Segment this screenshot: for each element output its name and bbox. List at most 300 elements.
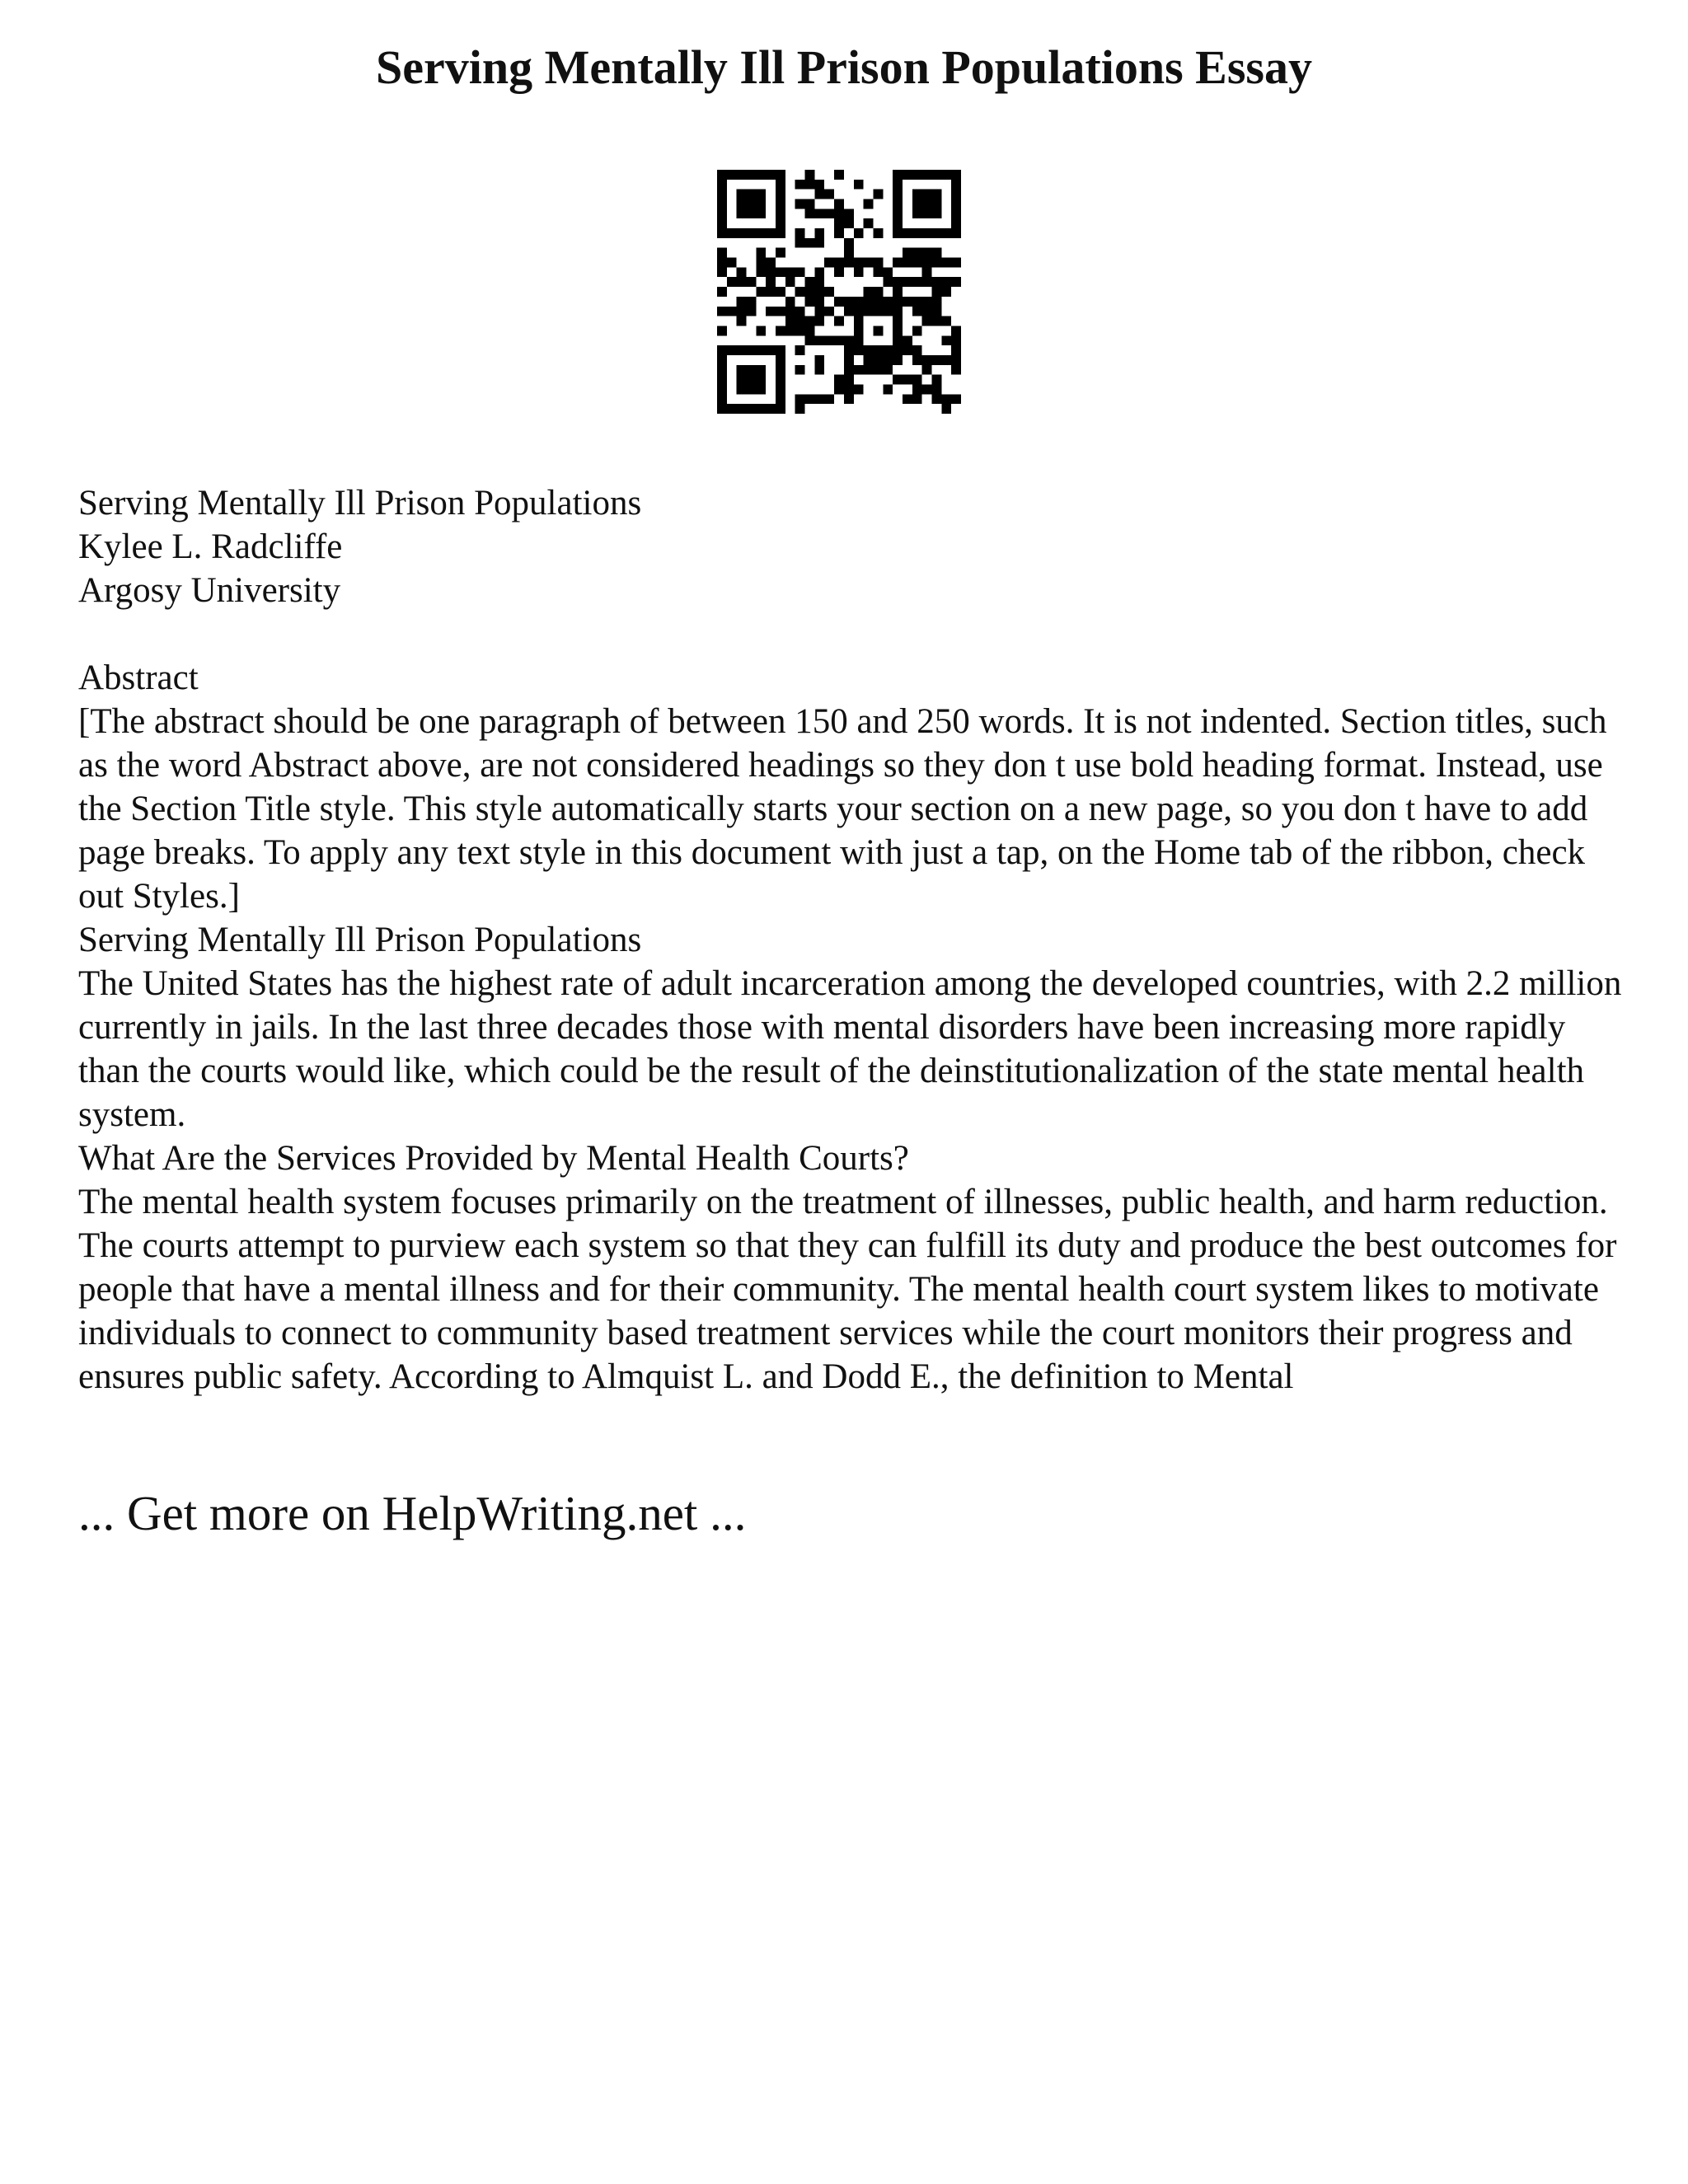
qr-module	[873, 258, 883, 268]
qr-module	[814, 307, 824, 316]
qr-module	[814, 394, 824, 404]
qr-module	[864, 365, 874, 375]
qr-module	[766, 277, 776, 287]
qr-module	[737, 277, 747, 287]
qr-module	[844, 238, 854, 248]
qr-module	[756, 365, 766, 375]
qr-module	[864, 218, 874, 228]
qr-module	[805, 170, 815, 180]
qr-module	[893, 199, 903, 209]
qr-module	[854, 345, 864, 355]
qr-module	[824, 209, 834, 218]
qr-module	[737, 307, 747, 316]
qr-module	[785, 277, 795, 287]
qr-module	[922, 190, 932, 199]
qr-module	[814, 365, 824, 375]
qr-module	[844, 335, 854, 345]
qr-module	[854, 316, 864, 326]
qr-module	[903, 345, 912, 355]
qr-module	[776, 384, 785, 394]
qr-code-graphic	[717, 170, 961, 414]
subsection-heading: What Are the Services Provided by Mental Health Courts?	[78, 1139, 909, 1178]
qr-module	[795, 287, 805, 297]
qr-module	[873, 228, 883, 238]
qr-module	[747, 209, 757, 218]
qr-module	[814, 277, 824, 287]
qr-module	[834, 335, 844, 345]
qr-module	[785, 316, 795, 326]
qr-module	[776, 180, 785, 190]
qr-module	[941, 228, 951, 238]
qr-module	[951, 218, 961, 228]
qr-module	[717, 180, 727, 190]
qr-module	[776, 218, 785, 228]
qr-module	[737, 375, 747, 385]
qr-module	[893, 258, 903, 268]
qr-module	[795, 307, 805, 316]
qr-module	[864, 199, 874, 209]
qr-module	[903, 228, 912, 238]
qr-module	[912, 307, 922, 316]
qr-module	[893, 345, 903, 355]
qr-module	[922, 316, 932, 326]
qr-module	[931, 248, 941, 258]
qr-module	[922, 307, 932, 316]
qr-module	[941, 335, 951, 345]
qr-module	[844, 258, 854, 268]
qr-module	[854, 180, 864, 190]
qr-module	[912, 375, 922, 385]
qr-module	[737, 316, 747, 326]
qr-module	[834, 170, 844, 180]
qr-module	[951, 355, 961, 365]
qr-module	[805, 180, 815, 190]
qr-module	[951, 228, 961, 238]
qr-module	[814, 297, 824, 307]
qr-module	[912, 297, 922, 307]
qr-module	[893, 170, 903, 180]
qr-module	[834, 375, 844, 385]
qr-module	[776, 355, 785, 365]
qr-module	[912, 209, 922, 218]
qr-module	[873, 365, 883, 375]
qr-module	[727, 258, 737, 268]
qr-module	[756, 248, 766, 258]
qr-module	[864, 345, 874, 355]
author-name: Kylee L. Radcliffe	[78, 527, 343, 566]
qr-module	[912, 326, 922, 335]
qr-module	[737, 384, 747, 394]
qr-module	[795, 180, 805, 190]
qr-module	[844, 365, 854, 375]
body-paragraph: The mental health system focuses primarily on the treatment of illnesses, public health, and harm reduction. The courts attempt to purview each system so that they can fulfill its duty and produce the best outcomes for people that have a mental illness and for their community. The mental health court system likes to motivate individuals to connect to community based treatment services while the court monitors their progress and ensures public safety. According to Almquist L. and Dodd E., the definition to Mental	[78, 1183, 1617, 1396]
intro-paragraph: The United States has the highest rate of adult incarceration among the developed countries, with 2.2 million currently in jails. In the last three decades those with mental disorders have been increasing more rapidly than the courts would like, which could be the result of the deinstitutionalization of the state mental health system.	[78, 964, 1622, 1134]
qr-module	[805, 326, 815, 335]
qr-module	[776, 209, 785, 218]
qr-module	[737, 267, 747, 277]
qr-module	[844, 248, 854, 258]
qr-module	[893, 297, 903, 307]
qr-module	[951, 190, 961, 199]
qr-module	[931, 355, 941, 365]
qr-module	[951, 345, 961, 355]
qr-module	[903, 335, 912, 345]
qr-module	[776, 365, 785, 375]
qr-module	[747, 297, 757, 307]
qr-module	[756, 345, 766, 355]
qr-module	[931, 190, 941, 199]
qr-module	[951, 277, 961, 287]
qr-module	[824, 190, 834, 199]
qr-module	[873, 287, 883, 297]
qr-module	[922, 228, 932, 238]
qr-module	[912, 394, 922, 404]
qr-module	[854, 297, 864, 307]
qr-module	[776, 248, 785, 258]
qr-module	[854, 335, 864, 345]
qr-module	[717, 248, 727, 258]
qr-module	[834, 384, 844, 394]
qr-module	[717, 190, 727, 199]
qr-module	[727, 345, 737, 355]
paper-title: Serving Mentally Ill Prison Populations	[78, 484, 642, 523]
qr-module	[854, 267, 864, 277]
qr-module	[922, 258, 932, 268]
qr-module	[834, 258, 844, 268]
qr-module	[903, 258, 912, 268]
qr-module	[864, 258, 874, 268]
qr-module	[756, 267, 766, 277]
qr-module	[717, 199, 727, 209]
qr-module	[717, 345, 727, 355]
qr-module	[776, 267, 785, 277]
qr-module	[893, 287, 903, 297]
qr-module	[883, 277, 893, 287]
qr-module	[756, 375, 766, 385]
qr-module	[795, 365, 805, 375]
qr-module	[756, 190, 766, 199]
qr-module	[903, 277, 912, 287]
qr-module	[844, 297, 854, 307]
qr-module	[854, 384, 864, 394]
qr-module	[717, 267, 727, 277]
qr-module	[854, 228, 864, 238]
qr-module	[737, 209, 747, 218]
qr-module	[873, 297, 883, 307]
qr-module	[824, 307, 834, 316]
qr-module	[854, 258, 864, 268]
qr-module	[795, 345, 805, 355]
qr-module	[931, 170, 941, 180]
qr-module	[717, 355, 727, 365]
qr-module	[951, 180, 961, 190]
qr-module	[737, 404, 747, 414]
qr-module	[941, 355, 951, 365]
qr-module	[893, 228, 903, 238]
qr-module	[814, 355, 824, 365]
qr-module	[864, 355, 874, 365]
qr-module	[756, 258, 766, 268]
qr-module	[931, 297, 941, 307]
qr-module	[844, 355, 854, 365]
get-more-link[interactable]: ... Get more on HelpWriting.net ...	[78, 1486, 747, 1540]
qr-module	[805, 394, 815, 404]
qr-module	[737, 170, 747, 180]
qr-module	[903, 297, 912, 307]
qr-module	[912, 384, 922, 394]
qr-module	[893, 375, 903, 385]
qr-module	[805, 287, 815, 297]
qr-module	[941, 316, 951, 326]
qr-module	[814, 335, 824, 345]
qr-module	[922, 384, 932, 394]
qr-module	[717, 287, 727, 297]
qr-module	[785, 297, 795, 307]
qr-module	[922, 365, 932, 375]
qr-module	[834, 209, 844, 218]
qr-module	[747, 170, 757, 180]
abstract-heading: Abstract	[78, 658, 199, 697]
qr-module	[795, 228, 805, 238]
qr-module	[912, 190, 922, 199]
qr-module	[747, 375, 757, 385]
qr-module	[912, 355, 922, 365]
qr-module	[941, 287, 951, 297]
qr-module	[883, 365, 893, 375]
qr-module	[785, 267, 795, 277]
qr-module	[834, 218, 844, 228]
qr-module	[922, 199, 932, 209]
qr-module	[834, 199, 844, 209]
institution-name: Argosy University	[78, 571, 341, 610]
qr-module	[814, 180, 824, 190]
qr-module	[834, 297, 844, 307]
qr-module	[951, 394, 961, 404]
qr-module	[785, 326, 795, 335]
qr-module	[931, 287, 941, 297]
qr-module	[795, 238, 805, 248]
qr-module	[805, 209, 815, 218]
qr-module	[717, 375, 727, 385]
qr-module	[756, 404, 766, 414]
qr-module	[931, 199, 941, 209]
qr-module	[737, 190, 747, 199]
qr-module	[912, 345, 922, 355]
qr-module	[747, 277, 757, 287]
qr-module	[737, 228, 747, 238]
qr-module	[824, 287, 834, 297]
qr-module	[912, 258, 922, 268]
qr-module	[805, 238, 815, 248]
qr-module	[883, 307, 893, 316]
essay-content	[78, 481, 1628, 1399]
qr-module	[805, 277, 815, 287]
qr-module	[766, 228, 776, 238]
qr-module	[814, 209, 824, 218]
qr-module	[795, 404, 805, 414]
qr-module	[941, 277, 951, 287]
qr-module	[931, 228, 941, 238]
qr-module	[854, 326, 864, 335]
qr-module	[873, 267, 883, 277]
section-heading: Serving Mentally Ill Prison Populations	[78, 921, 642, 959]
qr-module	[756, 384, 766, 394]
qr-module	[766, 258, 776, 268]
qr-module	[834, 228, 844, 238]
qr-module	[873, 355, 883, 365]
qr-module	[766, 170, 776, 180]
qr-module	[893, 316, 903, 326]
qr-module	[717, 384, 727, 394]
qr-module	[756, 209, 766, 218]
qr-module	[805, 316, 815, 326]
qr-module	[903, 394, 912, 404]
qr-module	[766, 307, 776, 316]
page-title: Serving Mentally Ill Prison Populations Essay	[376, 40, 1312, 94]
qr-module	[873, 307, 883, 316]
qr-module	[717, 228, 727, 238]
qr-module	[776, 190, 785, 199]
qr-module	[795, 326, 805, 335]
qr-module	[747, 384, 757, 394]
qr-module	[951, 170, 961, 180]
qr-module	[931, 316, 941, 326]
qr-module	[912, 277, 922, 287]
qr-module	[727, 277, 737, 287]
qr-module	[854, 307, 864, 316]
qr-module	[776, 345, 785, 355]
qr-module	[931, 384, 941, 394]
qr-module	[756, 199, 766, 209]
qr-module	[776, 394, 785, 404]
qr-module	[756, 326, 766, 335]
qr-module	[931, 307, 941, 316]
qr-module	[824, 335, 834, 345]
qr-module	[893, 326, 903, 335]
qr-module	[795, 267, 805, 277]
qr-module	[844, 345, 854, 355]
qr-module	[893, 335, 903, 345]
qr-module	[717, 394, 727, 404]
qr-module	[795, 316, 805, 326]
qr-module	[922, 209, 932, 218]
qr-module	[922, 170, 932, 180]
qr-module	[951, 326, 961, 335]
qr-module	[766, 267, 776, 277]
qr-module	[922, 355, 932, 365]
qr-module	[883, 384, 893, 394]
qr-module	[844, 218, 854, 228]
qr-module	[922, 277, 932, 287]
qr-module	[776, 375, 785, 385]
qr-module	[747, 307, 757, 316]
qr-module	[717, 209, 727, 218]
qr-module	[766, 287, 776, 297]
qr-module	[776, 404, 785, 414]
qr-module	[737, 199, 747, 209]
qr-module	[931, 258, 941, 268]
qr-module	[903, 170, 912, 180]
qr-module	[931, 375, 941, 385]
qr-module	[903, 248, 912, 258]
qr-module	[776, 199, 785, 209]
qr-module	[776, 228, 785, 238]
qr-module	[717, 218, 727, 228]
qr-module	[805, 297, 815, 307]
qr-module	[951, 199, 961, 209]
abstract-text: [The abstract should be one paragraph of between 150 and 250 words. It is not indented. Section titles, such as the word Abstract above, are not considered headings so they don t use bold heading format. Instead, use the Section Title style. This style automatically starts your section on a new page, so you don t have to add page breaks. To apply any text style in this document with just a tap, on the Home tab of the ribbon, check out Styles.]	[78, 702, 1607, 916]
qr-module	[873, 190, 883, 199]
qr-module	[912, 170, 922, 180]
qr-module	[873, 345, 883, 355]
qr-module	[922, 248, 932, 258]
qr-module	[785, 307, 795, 316]
qr-module	[814, 238, 824, 248]
qr-module	[776, 307, 785, 316]
qr-module	[922, 267, 932, 277]
qr-module	[795, 394, 805, 404]
qr-module	[941, 394, 951, 404]
qr-module	[814, 316, 824, 326]
qr-module	[834, 267, 844, 277]
qr-module	[883, 297, 893, 307]
qr-module	[854, 365, 864, 375]
qr-module	[717, 365, 727, 375]
qr-module	[814, 228, 824, 238]
qr-module	[883, 267, 893, 277]
qr-module	[717, 170, 727, 180]
qr-module	[931, 277, 941, 287]
qr-module	[776, 170, 785, 180]
qr-module	[766, 345, 776, 355]
qr-module	[903, 375, 912, 385]
qr-module	[883, 355, 893, 365]
qr-module	[951, 258, 961, 268]
qr-code-icon	[717, 170, 961, 414]
qr-module	[814, 190, 824, 199]
qr-module	[717, 326, 727, 335]
qr-module	[805, 199, 815, 209]
qr-module	[834, 316, 844, 326]
qr-module	[951, 335, 961, 345]
qr-module	[941, 404, 951, 414]
qr-module	[756, 287, 766, 297]
qr-module	[717, 258, 727, 268]
qr-module	[766, 404, 776, 414]
qr-module	[941, 170, 951, 180]
qr-module	[814, 287, 824, 297]
qr-module	[814, 267, 824, 277]
qr-module	[844, 384, 854, 394]
qr-module	[805, 335, 815, 345]
qr-module	[737, 365, 747, 375]
qr-module	[893, 209, 903, 218]
qr-module	[727, 228, 737, 238]
qr-module	[864, 287, 874, 297]
qr-module	[747, 199, 757, 209]
qr-module	[776, 326, 785, 335]
qr-module	[747, 190, 757, 199]
qr-module	[824, 394, 834, 404]
qr-module	[931, 394, 941, 404]
qr-module	[727, 404, 737, 414]
qr-module	[893, 307, 903, 316]
qr-module	[717, 307, 727, 316]
qr-module	[864, 307, 874, 316]
qr-module	[727, 307, 737, 316]
qr-module	[912, 228, 922, 238]
qr-module	[795, 199, 805, 209]
